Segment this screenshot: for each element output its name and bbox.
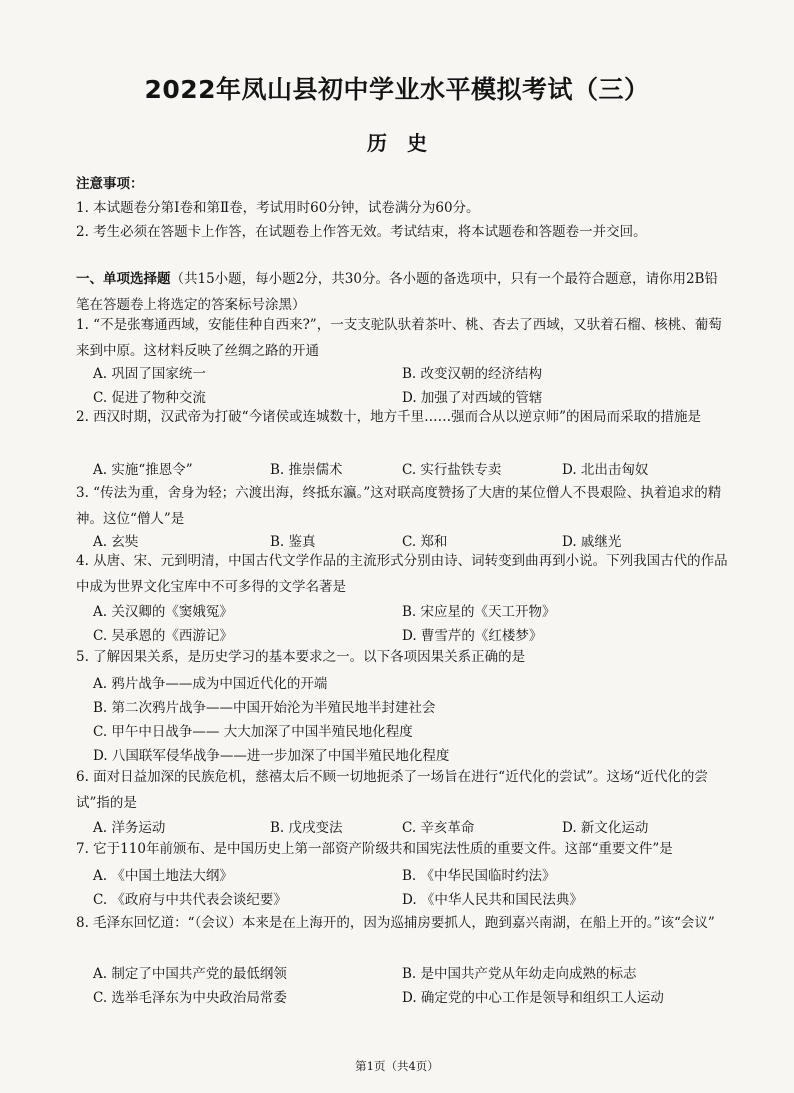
option-b: B. 推崇儒术 <box>270 462 343 478</box>
exam-title: 2022年凤山县初中学业水平模拟考试（三） <box>144 75 650 104</box>
option-d: D. 新文化运动 <box>562 820 649 836</box>
option-b: B. 戊戌变法 <box>270 820 343 836</box>
option-a: A. 实施“推恩令” <box>93 462 193 478</box>
option-b: B. 宋应星的《天工开物》 <box>402 604 556 620</box>
question-stem: 2. 西汉时期，汉武帝为打破“今诸侯或连城数十，地方千里……强而合从以逆京师”的困局而采取的措施是 <box>76 409 701 425</box>
option-c: C. 实行盐铁专卖 <box>402 462 502 478</box>
question-3 <box>76 480 731 532</box>
option-a: A. 关汉卿的《窦娥冤》 <box>93 604 233 620</box>
question-7 <box>76 836 731 862</box>
option-a: A. 洋务运动 <box>93 820 166 836</box>
notice-item: 2. 考生必须在答题卡上作答，在试题卷上作答无效。考试结束，将本试题卷和答题卷一并交回。 <box>76 224 647 240</box>
option-c: C. 促进了物种交流 <box>93 390 206 406</box>
option-a: A. 《中国土地法大纲》 <box>93 868 233 884</box>
option-a: A. 制定了中国共产党的最低纲领 <box>93 966 287 982</box>
question-stem: 3. “传法为重，舍身为轻；六渡出海，终抵东瀛。”这对联高度赞扬了大唐的某位僧人不畏艰险、执着追求的精神。这位“僧人”是 <box>76 485 722 527</box>
option-c: C. 选举毛泽东为中央政治局常委 <box>93 990 287 1006</box>
option-c: C. 郑和 <box>402 534 448 550</box>
option-b: B. 改变汉朝的经济结构 <box>402 366 543 382</box>
option-d: D. 加强了对西域的管辖 <box>402 390 543 406</box>
question-4 <box>76 548 731 600</box>
option-c: C. 辛亥革命 <box>402 820 475 836</box>
option-d: D. 戚继光 <box>562 534 622 550</box>
option-c: C. 吴承恩的《西游记》 <box>93 628 233 644</box>
option-c: C. 甲午中日战争—— 大大加深了中国半殖民地化程度 <box>93 724 413 740</box>
question-5 <box>76 644 731 670</box>
option-d: D. 确定党的中心工作是领导和组织工人运动 <box>402 990 664 1006</box>
option-b: B. 《中华民国临时约法》 <box>402 868 556 884</box>
section-description: （共15小题，每小题2分，共30分。各小题的备选项中，只有一个最符合题意，请你用2B铅笔在答题卷上将选定的答案标号涂黑） <box>76 271 718 313</box>
page-footer: 第1页（共4页） <box>355 1059 439 1073</box>
question-6 <box>76 764 731 816</box>
question-2 <box>76 404 731 430</box>
option-b: B. 鉴真 <box>270 534 316 550</box>
option-d: D. 《中华人民共和国民法典》 <box>402 892 583 908</box>
question-stem: 4. 从唐、宋、元到明清，中国古代文学作品的主流形式分别由诗、词转变到曲再到小说。下列我国古代的作品中成为世界文化宝库中不可多得的文学名著是 <box>76 553 728 595</box>
section-heading: 一、单项选择题 <box>76 271 171 287</box>
question-stem: 1. “不是张骞通西域，安能佳种自西来?”，一支支驼队驮着茶叶、桃、杏去了西域，又驮着石榴、核桃、葡萄来到中原。这材料反映了丝绸之路的开通 <box>76 317 722 359</box>
question-stem: 6. 面对日益加深的民族危机，慈禧太后不顾一切地扼杀了一场旨在进行“近代化的尝试”。这场“近代化的尝试”指的是 <box>76 769 708 811</box>
question-8 <box>76 910 731 936</box>
option-b: B. 第二次鸦片战争——中国开始沦为半殖民地半封建社会 <box>93 700 436 716</box>
option-a: A. 玄奘 <box>93 534 139 550</box>
option-d: D. 曹雪芹的《红楼梦》 <box>402 628 543 644</box>
section-header <box>76 266 726 318</box>
notice-item: 1. 本试题卷分第Ⅰ卷和第Ⅱ卷，考试用时60分钟，试卷满分为60分。 <box>76 200 480 216</box>
subject-title: 历史 <box>367 131 447 155</box>
option-a: A. 巩固了国家统一 <box>93 366 206 382</box>
option-d: D. 北出击匈奴 <box>562 462 649 478</box>
question-1 <box>76 312 731 364</box>
option-c: C. 《政府与中共代表会谈纪要》 <box>93 892 287 908</box>
question-stem: 8. 毛泽东回忆道：“（会议）本来是在上海开的，因为巡捕房要抓人，跑到嘉兴南湖，在船上开的。”该“会议” <box>76 915 715 931</box>
question-stem: 5. 了解因果关系，是历史学习的基本要求之一。以下各项因果关系正确的是 <box>76 649 526 665</box>
option-b: B. 是中国共产党从年幼走向成熟的标志 <box>402 966 637 982</box>
option-d: D. 八国联军侵华战争——进一步加深了中国半殖民地化程度 <box>93 748 450 764</box>
question-stem: 7. 它于110年前颁布、是中国历史上第一部资产阶级共和国宪法性质的重要文件。这部“重要文件”是 <box>76 841 673 857</box>
option-a: A. 鸦片战争——成为中国近代化的开端 <box>93 676 328 692</box>
notice-heading: 注意事项： <box>76 176 144 192</box>
